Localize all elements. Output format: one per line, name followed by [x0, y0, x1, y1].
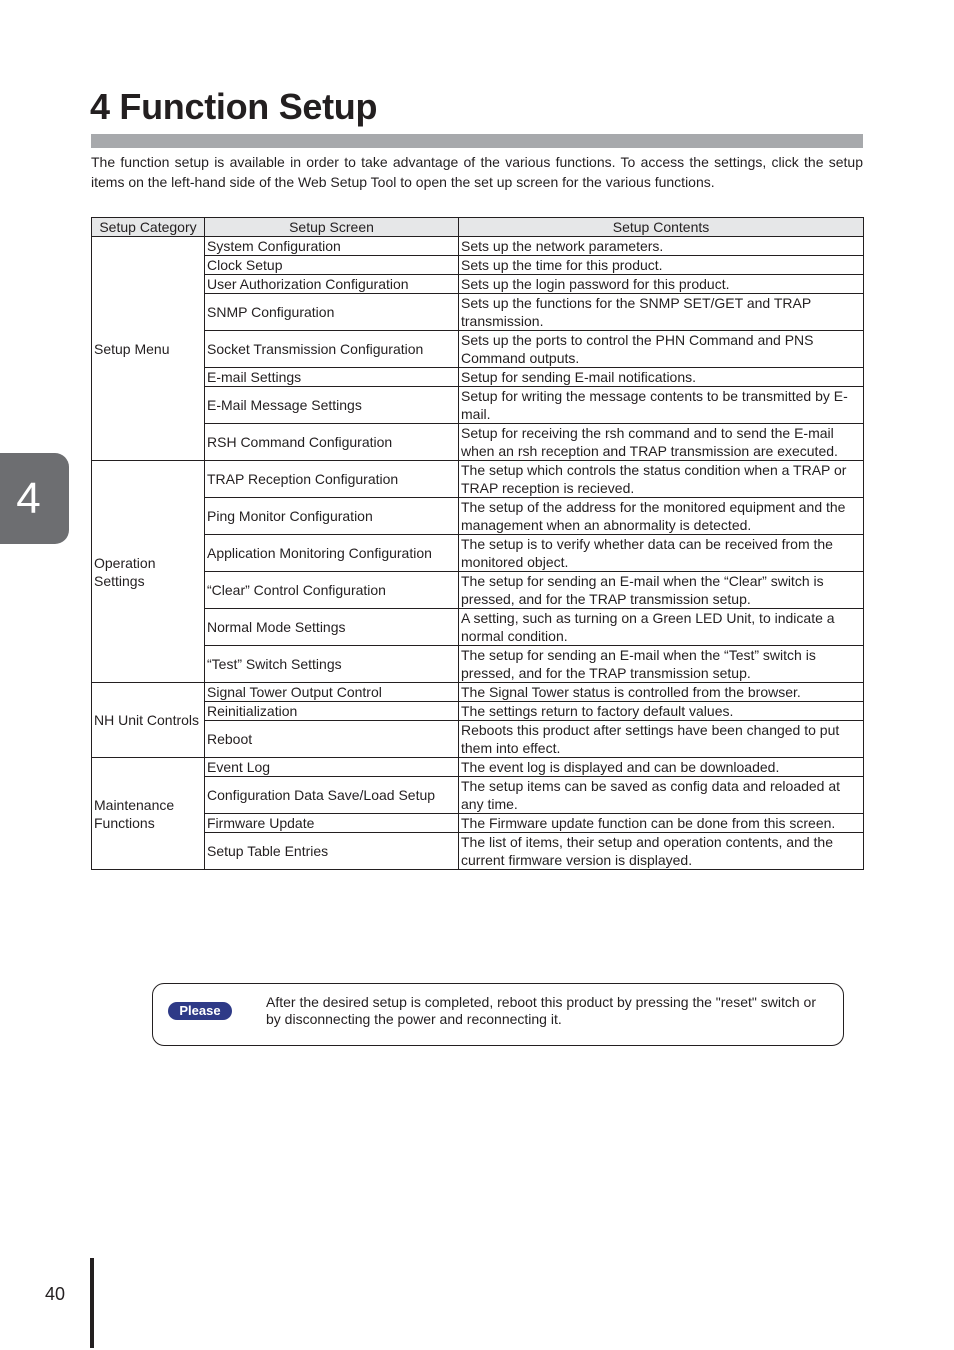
table-row — [92, 424, 864, 461]
table-row — [92, 256, 864, 275]
contents-cell: The setup for sending an E-mail when the “Test” switch is pressed, and for the TRAP transmission setup. — [459, 646, 864, 683]
contents-cell: Sets up the functions for the SNMP SET/GET and TRAP transmission. — [459, 294, 864, 331]
contents-cell: Sets up the network parameters. — [459, 237, 864, 256]
contents-cell: The setup for sending an E-mail when the “Clear” switch is pressed, and for the TRAP transmission setup. — [459, 572, 864, 609]
category-cell: NH Unit Controls — [92, 683, 205, 758]
screen-cell: System Configuration — [205, 237, 459, 256]
table-row — [92, 609, 864, 646]
table-row — [92, 535, 864, 572]
contents-cell: Setup for receiving the rsh command and to send the E-mail when an rsh reception and TRAP transmission are executed. — [459, 424, 864, 461]
note-text: After the desired setup is completed, reboot this product by pressing the "reset" switch or by disconnecting the power and reconnecting it. — [266, 994, 816, 1027]
screen-cell: E-Mail Message Settings — [205, 387, 459, 424]
category-cell: Setup Menu — [92, 237, 205, 461]
header-setup-category: Setup Category — [92, 218, 205, 237]
table-row — [92, 237, 864, 256]
table-row — [92, 461, 864, 498]
table-row — [92, 683, 864, 702]
contents-cell: The list of items, their setup and operation contents, and the current firmware version is displayed. — [459, 833, 864, 870]
contents-cell: The setup is to verify whether data can be received from the monitored object. — [459, 535, 864, 572]
screen-cell: Setup Table Entries — [205, 833, 459, 870]
contents-cell: Setup for sending E-mail notifications. — [459, 368, 864, 387]
header-setup-screen: Setup Screen — [205, 218, 459, 237]
table-row — [92, 368, 864, 387]
note-box — [152, 983, 844, 1046]
screen-cell: Ping Monitor Configuration — [205, 498, 459, 535]
title-underline-bar — [91, 134, 863, 148]
category-cell: Operation Settings — [92, 461, 205, 683]
category-cell: Maintenance Functions — [92, 758, 205, 870]
table-row — [92, 758, 864, 777]
screen-cell: User Authorization Configuration — [205, 275, 459, 294]
contents-cell: The setup of the address for the monitored equipment and the management when an abnormality is detected. — [459, 498, 864, 535]
contents-cell: A setting, such as turning on a Green LED Unit, to indicate a normal condition. — [459, 609, 864, 646]
please-badge: Please — [168, 1002, 232, 1020]
screen-cell: TRAP Reception Configuration — [205, 461, 459, 498]
table-row — [92, 646, 864, 683]
screen-cell: Reinitialization — [205, 702, 459, 721]
screen-cell: E-mail Settings — [205, 368, 459, 387]
table-row — [92, 721, 864, 758]
screen-cell: “Test” Switch Settings — [205, 646, 459, 683]
contents-cell: Sets up the login password for this product. — [459, 275, 864, 294]
contents-cell: Reboots this product after settings have been changed to put them into effect. — [459, 721, 864, 758]
page-number: 40 — [45, 1284, 66, 1304]
screen-cell: Firmware Update — [205, 814, 459, 833]
contents-cell: Sets up the ports to control the PHN Command and PNS Command outputs. — [459, 331, 864, 368]
contents-cell: Setup for writing the message contents to be transmitted by E-mail. — [459, 387, 864, 424]
table-row — [92, 814, 864, 833]
contents-cell: The Signal Tower status is controlled from the browser. — [459, 683, 864, 702]
page-rule — [90, 1258, 94, 1348]
table-header-row — [92, 218, 864, 237]
contents-cell: The event log is displayed and can be downloaded. — [459, 758, 864, 777]
contents-cell: The Firmware update function can be done from this screen. — [459, 814, 864, 833]
table-row — [92, 294, 864, 331]
screen-cell: Configuration Data Save/Load Setup — [205, 777, 459, 814]
screen-cell: Reboot — [205, 721, 459, 758]
table-row — [92, 572, 864, 609]
screen-cell: “Clear” Control Configuration — [205, 572, 459, 609]
screen-cell: Clock Setup — [205, 256, 459, 275]
header-setup-contents: Setup Contents — [459, 218, 864, 237]
table-row — [92, 275, 864, 294]
table-row — [92, 331, 864, 368]
screen-cell: SNMP Configuration — [205, 294, 459, 331]
table-row — [92, 777, 864, 814]
table-row — [92, 498, 864, 535]
contents-cell: Sets up the time for this product. — [459, 256, 864, 275]
screen-cell: Signal Tower Output Control — [205, 683, 459, 702]
screen-cell: Socket Transmission Configuration — [205, 331, 459, 368]
chapter-tab: 4 — [0, 453, 69, 544]
table-row — [92, 833, 864, 870]
intro-paragraph: The function setup is available in order to take advantage of the various functions. To access the settings, click the setup items on the left-hand side of the Web Setup Tool to open the set up screen for the various functions. — [91, 154, 863, 190]
screen-cell: Normal Mode Settings — [205, 609, 459, 646]
screen-cell: RSH Command Configuration — [205, 424, 459, 461]
contents-cell: The setup items can be saved as config data and reloaded at any time. — [459, 777, 864, 814]
setup-table — [91, 217, 864, 870]
table-row — [92, 702, 864, 721]
table-row — [92, 387, 864, 424]
screen-cell: Event Log — [205, 758, 459, 777]
screen-cell: Application Monitoring Configuration — [205, 535, 459, 572]
contents-cell: The setup which controls the status condition when a TRAP or TRAP reception is recieved. — [459, 461, 864, 498]
contents-cell: The settings return to factory default values. — [459, 702, 864, 721]
page-title: 4 Function Setup — [90, 86, 378, 127]
